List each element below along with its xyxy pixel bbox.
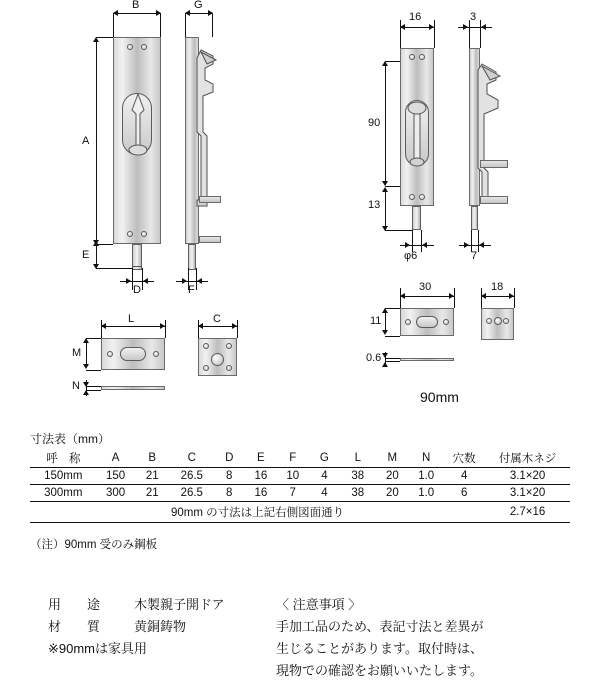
screw-hole-icon: [405, 319, 411, 325]
ext-13-bottom: [385, 230, 412, 231]
cell: 20: [376, 485, 410, 502]
dim-L-arrow-left: [101, 323, 106, 329]
cell: 21: [135, 485, 170, 502]
col-header: N: [422, 452, 431, 464]
screw-hole-icon: [486, 318, 492, 324]
col-header: G: [319, 452, 329, 464]
cell: 26.5: [170, 485, 214, 502]
dim-L-arrow-right: [160, 323, 165, 329]
bolt-rod-90-front: [412, 206, 421, 230]
dim-16-label: 16: [409, 11, 422, 23]
cell: 20: [376, 468, 410, 485]
dim-11-arrow-down: [382, 330, 388, 335]
screw-hole-icon: [127, 231, 133, 237]
strike-plate-90-slot: [416, 316, 438, 328]
dim-E-arrow-up: [93, 241, 99, 246]
ext-18-right: [514, 288, 515, 308]
screw-hole-icon: [203, 365, 209, 371]
ext-L-right: [165, 320, 166, 338]
side-mechanism-icon: [183, 40, 227, 245]
dim-13-arrow-up: [382, 187, 388, 192]
col-header: 穴数: [452, 453, 476, 465]
bolt-rod-side: [188, 244, 196, 270]
dim-13-line: [385, 190, 386, 230]
ext-phi6-left: [412, 230, 413, 252]
ext-7-left: [471, 230, 472, 252]
span-note: 90mm の寸法は上記右側図面通り: [30, 502, 485, 523]
dim-C-arrow-left: [198, 323, 203, 329]
col-header: 付属木ネジ: [498, 453, 557, 465]
col-header: E: [257, 452, 265, 464]
dim-18-arrow-right: [509, 293, 514, 299]
bolt-receiver-hole: [494, 317, 502, 325]
cell: 1.0: [409, 485, 443, 502]
ext-06-top: [385, 358, 400, 359]
col-header: D: [225, 452, 234, 464]
screw-hole-icon: [141, 231, 147, 237]
bolt-tip-line: [132, 266, 142, 267]
dim-30-arrow-right: [449, 293, 454, 299]
dim-7-label: 7: [471, 250, 478, 262]
cell: 4: [443, 468, 485, 485]
strike-plate-90-thin: [400, 358, 454, 361]
dim-L-line: [101, 326, 165, 327]
cell: 150: [97, 468, 135, 485]
ext-M-bottom: [86, 370, 101, 371]
screw-hole-icon: [419, 54, 425, 60]
dim-B-label: B: [132, 0, 140, 11]
dim-90-line: [385, 65, 386, 185]
col-header: A: [111, 452, 120, 464]
col-header: L: [354, 452, 362, 464]
screw-hole-icon: [226, 365, 232, 371]
cell: 300mm: [30, 485, 97, 502]
strike-tab: [199, 196, 221, 203]
cell: 16: [245, 485, 277, 502]
ext-16-right: [434, 20, 435, 48]
dim-phi6-label: φ6: [404, 250, 418, 262]
dim-30-label: 30: [419, 281, 432, 293]
ext-M-top: [86, 338, 101, 339]
spec-row: [48, 594, 278, 616]
spec-row: [48, 638, 278, 660]
dim-90-label: 90: [368, 117, 381, 129]
spec-value: 木製親子開ドア: [134, 597, 225, 612]
screw-hole-icon: [141, 44, 147, 50]
spec-left-block: [48, 594, 278, 660]
dim-16-arrow-left: [400, 24, 405, 30]
ext-C-right: [237, 320, 238, 338]
dim-3-label: 3: [470, 11, 477, 23]
cell: 3.1×20: [485, 485, 570, 502]
dim-13-label: 13: [368, 199, 381, 211]
ext-G-right: [212, 13, 213, 37]
dim-N-label: N: [72, 380, 80, 392]
span-screw: 2.7×16: [485, 502, 570, 523]
cell: 38: [340, 485, 375, 502]
strike-tab-90: [480, 160, 508, 168]
dim-11-label: 11: [370, 315, 382, 327]
dim-F-arrow-left: [197, 278, 202, 284]
dim-06-arrow-up: [382, 362, 388, 367]
table-row: [30, 468, 570, 485]
cell: 4: [309, 485, 340, 502]
screw-hole-icon: [107, 351, 113, 357]
cell: 38: [340, 468, 375, 485]
dim-F-arrow-right: [182, 278, 187, 284]
strike-plate-slot: [120, 347, 146, 361]
cell: 3.1×20: [485, 468, 570, 485]
dim-D-arrow-right: [126, 278, 131, 284]
screw-hole-icon: [503, 318, 509, 324]
bolt-rod-90-side: [471, 206, 478, 230]
dim-E-label: E: [82, 249, 90, 261]
dim-3-arrow-left: [481, 24, 486, 30]
cell: 4: [309, 468, 340, 485]
dim-A-line: [96, 41, 97, 244]
ext-A-top: [96, 37, 113, 38]
cell: 8: [214, 485, 245, 502]
ext-7-right: [478, 230, 479, 252]
cell: 8: [214, 468, 245, 485]
cell: 26.5: [170, 468, 214, 485]
dim-18-arrow-left: [481, 293, 486, 299]
dim-A-label: A: [82, 135, 90, 147]
spec-label: 材 質: [48, 619, 101, 634]
table-title: 寸法表（mm）: [30, 432, 110, 446]
dim-B-line: [113, 13, 161, 14]
ext-phi6-right: [421, 230, 422, 252]
cell: 300: [97, 485, 135, 502]
table-header-row: [30, 448, 570, 468]
dim-M-arrow-down: [83, 364, 89, 369]
spec-row: [48, 616, 278, 638]
screw-hole-icon: [443, 319, 449, 325]
screw-hole-icon: [153, 351, 159, 357]
dim-G-label: G: [194, 0, 203, 11]
dim-M-label: M: [72, 347, 82, 359]
screw-hole-icon: [226, 343, 232, 349]
col-header: 呼 称: [46, 453, 81, 465]
bolt-receiver-hole: [211, 353, 224, 366]
spec-label: ※90mmは家具用: [48, 641, 148, 656]
caution-block: [276, 594, 576, 682]
strike-tab-90: [480, 196, 508, 204]
spec-label: 用 途: [48, 597, 101, 612]
table-span-row: [30, 502, 570, 523]
col-header: M: [387, 452, 398, 464]
right-view-caption: 90mm: [420, 389, 459, 405]
ext-N-bottom: [86, 390, 101, 391]
dim-L-label: L: [128, 313, 135, 325]
dim-phi6-arrow-left: [422, 242, 427, 248]
screw-hole-icon: [203, 343, 209, 349]
spec-table: [30, 448, 570, 523]
ext-90-top: [385, 61, 400, 62]
dim-C-label: C: [213, 313, 221, 325]
ext-3-left: [469, 20, 470, 48]
dim-7-arrow-left: [479, 242, 484, 248]
cell: 10: [277, 468, 309, 485]
dim-16-arrow-right: [429, 24, 434, 30]
dim-F-line: [176, 281, 208, 282]
screw-hole-icon: [409, 54, 415, 60]
caution-line: 手加工品のため、表記寸法と差異が: [276, 619, 484, 634]
dim-3-arrow-right: [463, 24, 468, 30]
dim-7-arrow-right: [464, 242, 469, 248]
dim-F-label: F: [188, 284, 195, 296]
table-footnote: （注）90mm 受のみ鋼板: [30, 539, 158, 551]
screw-hole-icon: [127, 44, 133, 50]
dim-D-arrow-left: [143, 278, 148, 284]
ext-E-bottom: [96, 268, 132, 269]
ext-30-right: [454, 288, 455, 308]
dim-18-label: 18: [491, 281, 504, 293]
ext-11-bottom: [385, 336, 400, 337]
dim-C-arrow-right: [232, 323, 237, 329]
col-header: F: [289, 452, 297, 464]
lever-handle-icon: [119, 88, 157, 162]
caution-line: 生じることがあります。取付時は、: [276, 641, 483, 656]
caution-line: 現物での確認をお願いいたします。: [276, 663, 483, 678]
side-mechanism-90-icon: [466, 50, 516, 210]
cell: 6: [443, 485, 485, 502]
ext-B-right: [160, 13, 161, 37]
col-header: B: [148, 452, 157, 464]
ext-11-top: [385, 308, 400, 309]
cell: 21: [135, 468, 170, 485]
cell: 7: [277, 485, 309, 502]
ext-G-left: [185, 13, 186, 37]
dim-06-label: 0.6: [366, 352, 382, 364]
screw-hole-icon: [419, 194, 425, 200]
dim-phi6-arrow-right: [405, 242, 410, 248]
lever-handle-90-icon: [402, 96, 432, 170]
cell: 1.0: [409, 468, 443, 485]
ext-N-top: [86, 386, 101, 387]
ext-B-left: [113, 13, 114, 37]
ext-06-bottom: [385, 361, 400, 362]
cell: 150mm: [30, 468, 97, 485]
strike-plate-thin: [101, 386, 165, 390]
strike-tab: [199, 236, 221, 243]
dim-30-arrow-left: [400, 293, 405, 299]
table-row: [30, 485, 570, 502]
caution-title: 〈 注意事項 〉: [276, 597, 362, 612]
screw-hole-icon: [409, 194, 415, 200]
spec-value: 黄銅鋳物: [134, 619, 187, 634]
dim-30-line: [400, 296, 454, 297]
col-header: C: [187, 452, 196, 464]
cell: 16: [245, 468, 277, 485]
dim-D-label: D: [133, 284, 141, 296]
